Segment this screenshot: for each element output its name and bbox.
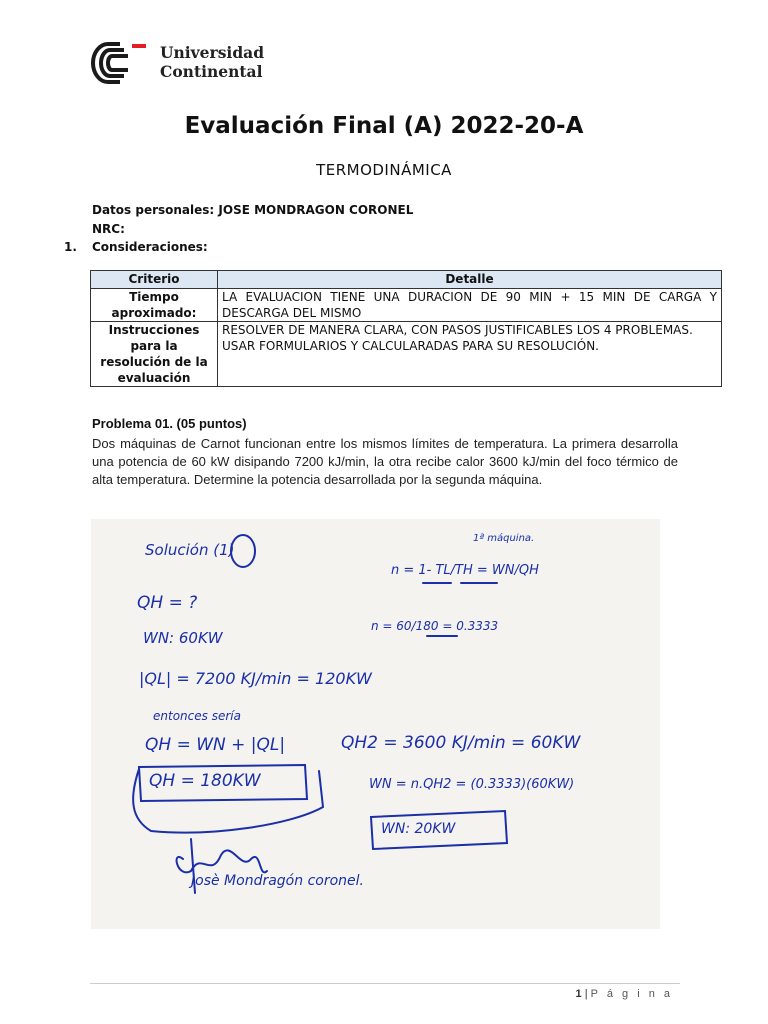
problem-title: Problema 01. (05 puntos) (92, 416, 247, 431)
hw-qh-result: QH = 180KW (149, 771, 261, 791)
hw-efficiency: n = 1- TL/TH = WN/QH (391, 563, 539, 578)
hw-entonces: entonces sería (153, 709, 241, 723)
table-header: Criterio (91, 271, 218, 289)
logo-line-1: Universidad (160, 43, 265, 62)
detail-line: LA EVALUACION TIENE UNA DURACION DE 90 MIN + 15 MIN DE CARGA Y DESCARGA DEL MISMO (222, 290, 717, 320)
footer-separator: | (584, 988, 588, 1000)
criterion-cell: Tiempo aproximado: (91, 289, 218, 322)
hw-qh: QH = ? (137, 593, 198, 613)
item-number: 1. (64, 240, 77, 254)
hw-signature-name: Josè Mondragón coronel. (191, 873, 364, 889)
table-header: Detalle (218, 271, 722, 289)
table-row (91, 289, 722, 322)
criterion-cell: Instrucciones para la resolución de la evaluación (91, 322, 218, 387)
logo-line-2: Continental (160, 62, 263, 81)
criteria-table (90, 270, 722, 387)
detail-line: RESOLVER DE MANERA CLARA, CON PASOS JUSTIFICABLES LOS 4 PROBLEMAS. (222, 323, 693, 337)
considerations-heading: Consideraciones: (92, 240, 208, 254)
course-subtitle: TERMODINÁMICA (316, 161, 452, 179)
page-footer (576, 988, 673, 1000)
page-number: 1 (575, 988, 582, 1000)
hw-ql: |QL| = 7200 KJ/min = 120KW (139, 669, 372, 688)
hw-qh-sum: QH = WN + |QL| (145, 735, 286, 755)
problem-statement: Dos máquinas de Carnot funcionan entre los mismos límites de temperatura. La primera desarrolla una potencia de 60 kW disipando 7200 kJ/min, la otra recibe calor 3600 kJ/min del foco térmico de alta temperatura. Determine la potencia desarrollada por la segunda máquina. (92, 436, 678, 487)
hw-maquina: 1ª máquina. (473, 533, 535, 544)
table-header-row (91, 271, 722, 289)
detail-cell (218, 322, 722, 387)
hw-wn2-result: WN: 20KW (381, 821, 456, 837)
hw-wn: WN: 60KW (143, 629, 223, 647)
hw-qh2: QH2 = 3600 KJ/min = 60KW (341, 733, 581, 753)
hw-efficiency-calc: n = 60/180 = 0.3333 (371, 619, 499, 633)
logo-icon (90, 40, 152, 86)
detail-cell (218, 289, 722, 322)
university-logo (90, 40, 265, 86)
detail-line: USAR FORMULARIOS Y CALCULARADAS PARA SU RESOLUCIÓN. (222, 339, 599, 353)
personal-data: Datos personales: JOSE MONDRAGON CORONEL (92, 203, 414, 217)
nrc-label: NRC: (92, 222, 125, 236)
page-title: Evaluación Final (A) 2022-20-A (184, 113, 584, 139)
logo-text (160, 43, 264, 81)
hw-solucion: Solución (1) (145, 541, 235, 559)
table-row (91, 322, 722, 387)
hw-wn2: WN = n.QH2 = (0.3333)(60KW) (369, 777, 575, 792)
handwriting-marks (91, 519, 660, 929)
handwritten-solution-image (91, 519, 660, 929)
footer-divider (90, 983, 680, 984)
page-label: P á g i n a (590, 988, 673, 1000)
